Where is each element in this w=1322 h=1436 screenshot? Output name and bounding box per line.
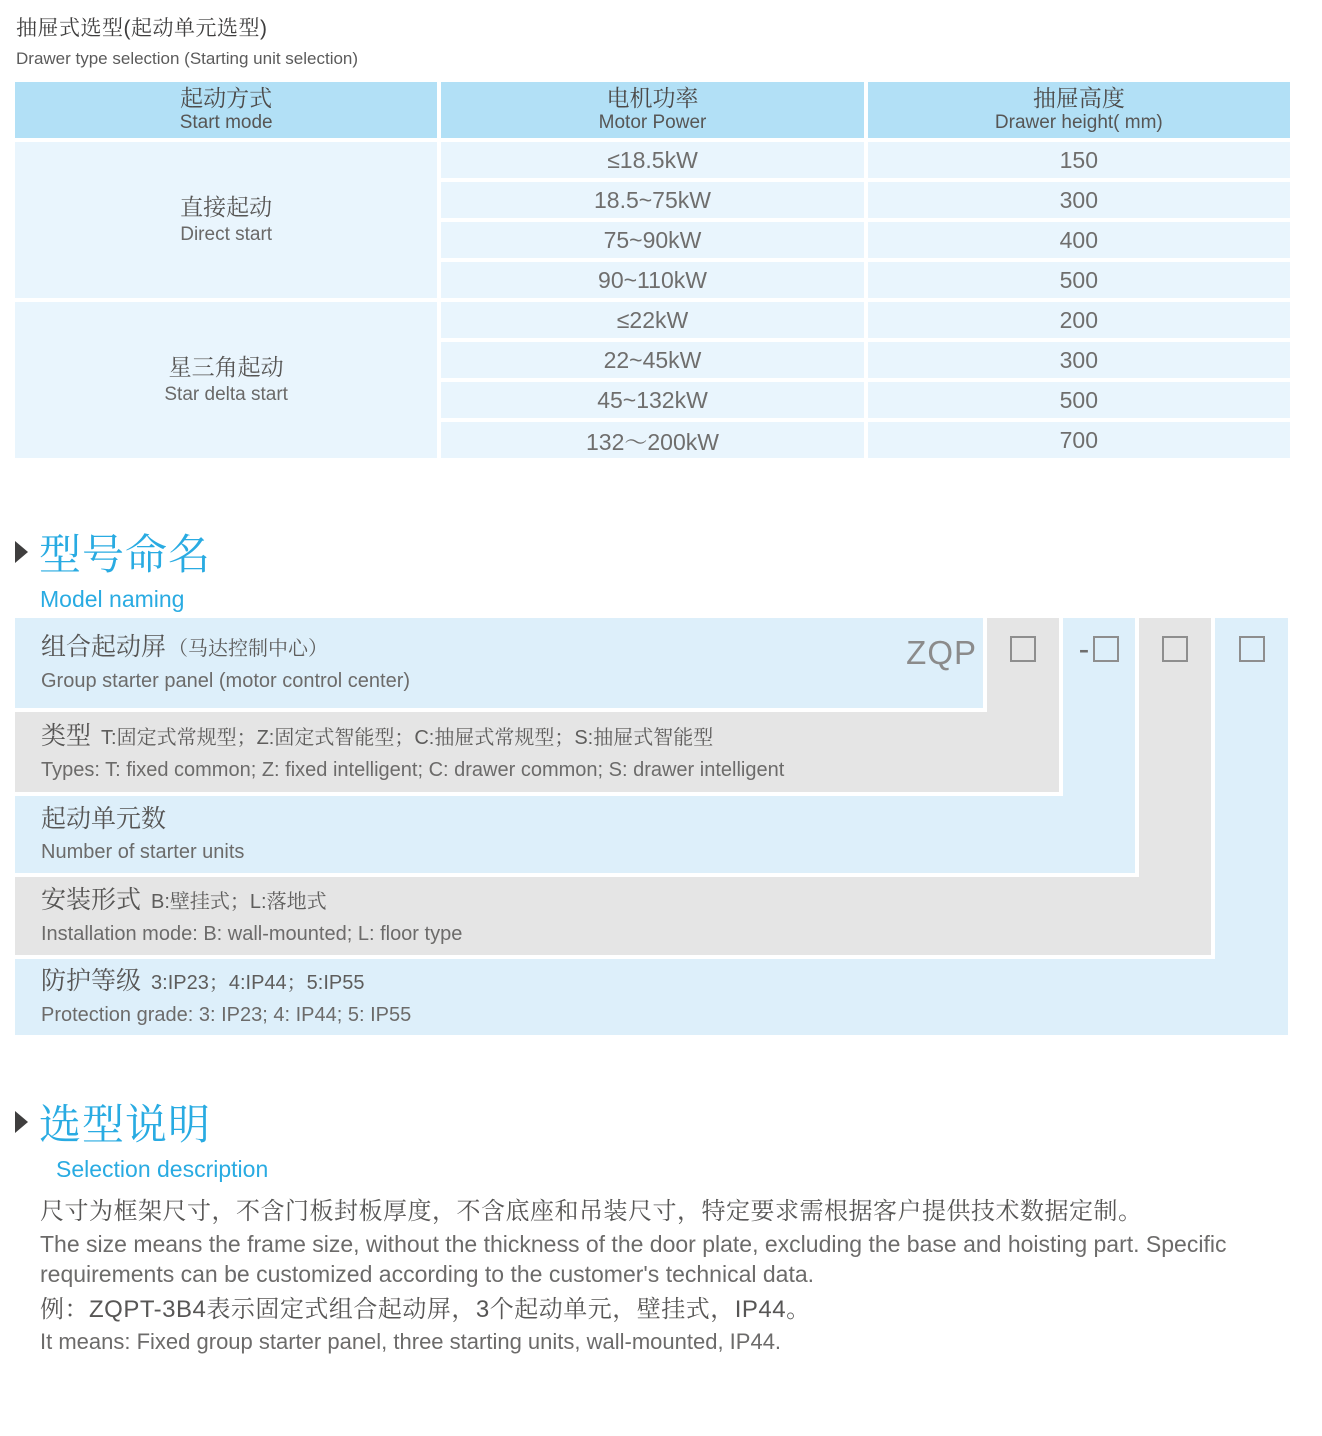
height-cell	[868, 382, 1290, 418]
example-line-en: It means: Fixed group starter panel, three starting units, wall-mounted, IP44.	[40, 1329, 782, 1355]
power-value: 90~110kW	[598, 266, 707, 293]
power-value: 18.5~75kW	[593, 186, 711, 213]
section-title-cn: 选型说明	[39, 1101, 212, 1148]
row-label-cn: 起动单元数	[41, 804, 167, 833]
section-model-naming-heading	[15, 522, 211, 613]
description-line-en: The size means the frame size, without the thickness of the door plate, excluding the base and hoisting part. Specific requirements can be customized according to the customer's technical data.	[40, 1231, 1227, 1287]
height-cell	[868, 262, 1290, 298]
diagram-row-group-starter-panel	[15, 618, 983, 708]
header-en: Motor Power	[598, 111, 707, 133]
height-value: 500	[1059, 386, 1099, 413]
height-cell	[868, 422, 1290, 458]
header-cn: 电机功率	[606, 85, 699, 112]
power-cell	[441, 342, 863, 378]
column-header-motor-power	[441, 82, 863, 138]
row-label-cn-sub: （马达控制中心）	[168, 638, 329, 661]
row-label-en: Number of starter units	[41, 841, 245, 864]
code-box-icon	[1093, 636, 1119, 662]
height-cell	[868, 342, 1290, 378]
description-line-cn: 尺寸为框架尺寸，不含门板封板厚度，不含底座和吊装尺寸，特定要求需根据客户提供技术数据定制。	[40, 1198, 1143, 1225]
header-en: Start mode	[179, 111, 273, 133]
power-cell	[441, 302, 863, 338]
model-naming-diagram	[15, 618, 1288, 1035]
diagram-row-protection-grade	[15, 959, 1288, 1035]
height-cell	[868, 222, 1290, 258]
row-label-en: Group starter panel (motor control center)	[41, 669, 411, 692]
height-value: 300	[1059, 346, 1099, 373]
code-separator: -	[1078, 631, 1090, 667]
height-value: 400	[1059, 226, 1099, 253]
diagram-row-types	[15, 712, 1059, 792]
height-cell	[868, 142, 1290, 178]
group-label-cn: 星三角起动	[168, 353, 284, 380]
power-value: 75~90kW	[603, 226, 702, 253]
section-bullet-triangle-icon	[15, 541, 28, 563]
header-cn: 抽屉高度	[1032, 85, 1125, 112]
row-label-en: Protection grade: 3: IP23; 4: IP44; 5: IP55	[41, 1003, 412, 1026]
power-cell	[441, 222, 863, 258]
selection-description-body	[40, 1196, 1292, 1357]
code-box-icon	[1162, 636, 1188, 662]
row-label-cn-sub: 3:IP23；4:IP44；5:IP55	[151, 972, 365, 995]
height-value: 500	[1059, 266, 1099, 293]
power-value: 45~132kW	[597, 386, 708, 413]
row-label-en: Installation mode: B: wall-mounted; L: floor type	[41, 922, 463, 945]
height-value: 700	[1059, 426, 1099, 453]
power-value: ≤18.5kW	[607, 146, 698, 173]
height-cell	[868, 302, 1290, 338]
row-label-cn-sub: B:壁挂式；L:落地式	[151, 891, 327, 914]
section-bullet-triangle-icon	[15, 1111, 28, 1133]
height-value: 300	[1059, 186, 1099, 213]
power-cell	[441, 382, 863, 418]
group-label-en: Direct start	[180, 223, 273, 245]
power-value: 132～200kW	[586, 428, 719, 455]
header-cn: 起动方式	[180, 85, 273, 112]
column-header-drawer-height	[868, 82, 1290, 138]
page-title: 抽屉式选型(起动单元选型)	[16, 17, 268, 40]
height-value: 150	[1059, 146, 1099, 173]
section-title-en: Model naming	[40, 586, 185, 612]
row-label-cn: 类型	[41, 722, 92, 751]
page-subtitle: Drawer type selection (Starting unit selection)	[16, 49, 359, 68]
power-cell	[441, 142, 863, 178]
column-header-start-mode	[15, 82, 437, 138]
power-value: 22~45kW	[603, 346, 702, 373]
row-label-cn: 组合起动屏	[41, 633, 167, 662]
row-label-en: Types: T: fixed common; Z: fixed intelligent; C: drawer common; S: drawer intelligent	[41, 758, 785, 781]
power-cell	[441, 262, 863, 298]
code-box-icon	[1010, 636, 1036, 662]
group-cell-direct-start	[15, 142, 437, 298]
diagram-row-starter-units	[15, 796, 1135, 873]
code-box-icon	[1239, 636, 1265, 662]
group-label-en: Star delta start	[164, 383, 288, 405]
section-title-cn: 型号命名	[39, 531, 212, 578]
model-code-prefix: ZQP	[906, 634, 977, 671]
header-en: Drawer height( mm)	[994, 111, 1163, 133]
height-value: 200	[1059, 306, 1099, 333]
row-label-cn: 安装形式	[41, 886, 142, 915]
power-cell	[441, 422, 863, 458]
section-selection-description-heading	[15, 1092, 268, 1183]
group-label-cn: 直接起动	[180, 193, 273, 220]
power-value: ≤22kW	[616, 306, 689, 333]
page-header	[16, 12, 358, 69]
example-line-cn: 例：ZQPT-3B4表示固定式组合起动屏，3个起动单元，壁挂式，IP44。	[40, 1296, 811, 1324]
power-cell	[441, 182, 863, 218]
drawer-selection-table	[15, 82, 1290, 458]
group-cell-star-delta-start	[15, 302, 437, 458]
section-title-en: Selection description	[56, 1156, 269, 1182]
row-label-cn: 防护等级	[41, 967, 142, 996]
height-cell	[868, 182, 1290, 218]
row-label-cn-sub: T:固定式常规型；Z:固定式智能型；C:抽屉式常规型；S:抽屉式智能型	[101, 727, 714, 750]
diagram-row-installation-mode	[15, 877, 1211, 955]
